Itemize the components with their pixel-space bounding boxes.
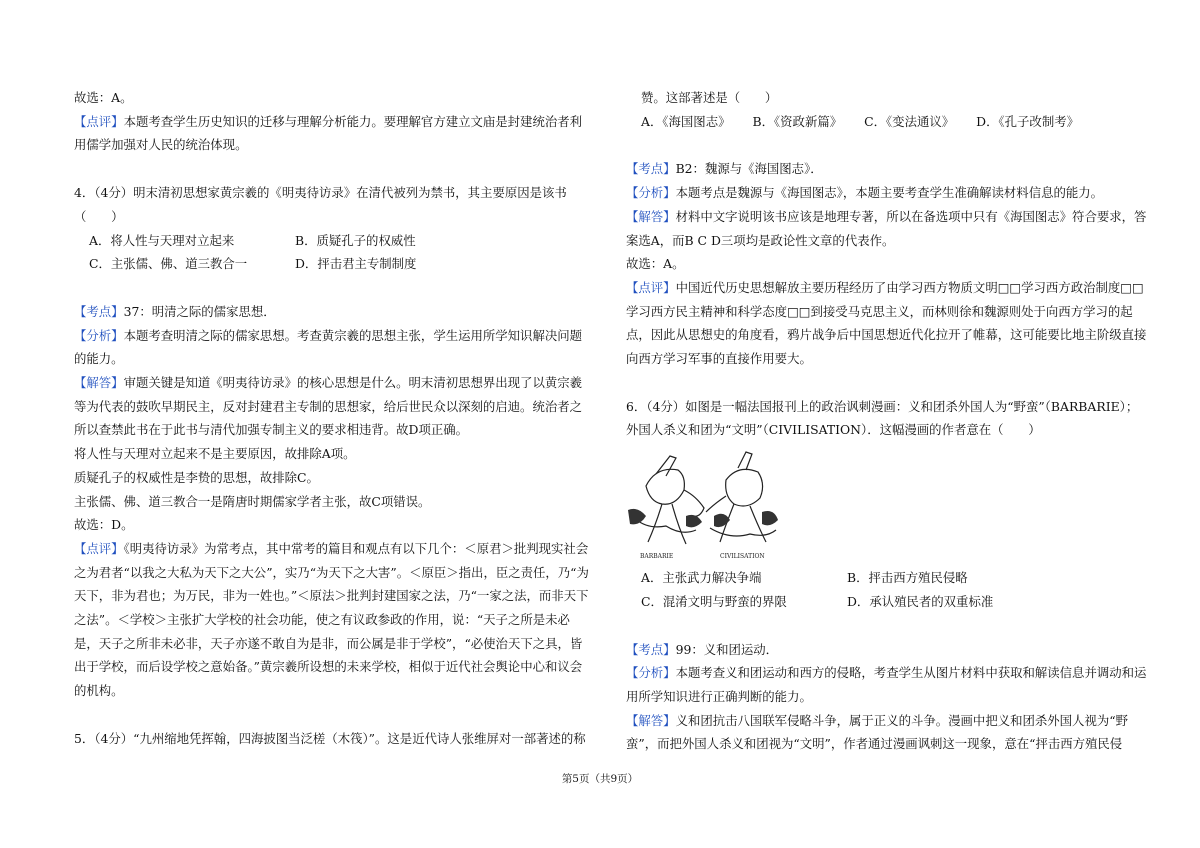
option-a: A．将人性与天理对立起来 [89, 232, 235, 248]
cartoon-caption-left: BARBARIE [640, 553, 674, 561]
option-d: D．承认殖民者的双重标准 [847, 593, 994, 609]
exclusion-a: 将人性与天理对立起来不是主要原因，故排除A项。 [74, 446, 356, 462]
analysis-text: 本题考查义和团运动和西方的侵略，考查学生从图片材料中获取和解读信息并调动和运用所学知识进行正确判断的能力。 [626, 665, 1147, 704]
analysis-text: 本题考点是魏源与《海国图志》，本题主要考查学生准确解读材料信息的能力。 [675, 185, 1104, 201]
solution-tag: 【解答】 [74, 375, 124, 391]
analysis-paragraph [626, 181, 1150, 205]
question-6-options-row-1 [626, 566, 1150, 590]
cartoon-caption-right: CIVILISATION [720, 553, 765, 561]
knowledge-text: B2：魏源与《海国图志》． [675, 161, 823, 177]
question-4-stem: 4．（4分）明末清初思想家黄宗羲的《明夷待访录》在清代被列为禁书，其主要原因是该书（ ） [74, 185, 567, 224]
comment-text: 本题考查学生历史知识的迁移与理解分析能力。要理解官方建立文庙是封建统治者利用儒学加强对人民的统治体现。 [74, 113, 583, 153]
comment-paragraph [626, 276, 1150, 371]
solution-tag: 【解答】 [626, 208, 676, 224]
comment-tag: 【点评】 [626, 279, 676, 295]
answer-line: 故选：A。 [626, 256, 685, 272]
comment-tag: 【点评】 [74, 113, 124, 129]
option-c: C．《变法通议》 [864, 113, 955, 129]
solution-tag: 【解答】 [626, 712, 676, 728]
option-d: D．《孔子改制考》 [976, 113, 1079, 129]
knowledge-tag: 【考点】 [626, 161, 676, 177]
knowledge-point [626, 638, 1150, 662]
knowledge-tag: 【考点】 [626, 641, 676, 657]
option-c: C．主张儒、佛、道三教合一 [89, 256, 248, 272]
option-b: B．质疑孔子的权威性 [295, 232, 416, 248]
solution-text: 义和团抗击八国联军侵略斗争，属于正义的斗争。漫画中把义和团杀外国人视为“野蛮”，而把外国人杀义和团视为“文明”，作者通过漫画讽刺这一现象，意在“抨击西方殖民侵 [626, 712, 1128, 752]
question-6-options-row-2 [626, 590, 1150, 614]
comment-text: 《明夷待访录》为常考点，其中常考的篇目和观点有以下几个：＜原君＞批判现实社会之为君者“以我之大私为天下之大公”，实乃“为天下之大害”。＜原臣＞指出，臣之责任，乃“为天下，非为君也；为万民，非为一姓也。”＜原法＞批判封建国家之法，乃“一家之法，而非天下之法”。＜学校＞主张扩大学校的社会功能，使之有议政参政的作用，说：“天子之所是未必是，天子之所非未必非，天子亦遂不敢自为是非，而公属是非于学校”，“必使治天下之具，皆出于学校，而后设学校之意始备。”黄宗羲所设想的未来学校，相似于近代社会舆论中心和议会的机构。 [74, 540, 589, 699]
knowledge-point [626, 157, 1150, 181]
option-b: B．《资政新篇》 [752, 113, 843, 129]
answer-line: 故选：A。 [74, 90, 133, 105]
political-cartoon-image [626, 446, 782, 564]
knowledge-text: 99：义和团运动． [675, 641, 779, 657]
analysis-paragraph [74, 324, 594, 371]
knowledge-tag: 【考点】 [74, 303, 124, 319]
comment-text: 中国近代历史思想解放主要历程经历了由学习西方物质文明□□学习西方政治制度□□学习西方民主精神和科学态度□□到接受马克思主义，而林则徐和魏源则处于向西方学习的起点，因此从思想史的角度看，鸦片战争后中国思想近代化拉开了帷幕，这可能要比地主阶级直接向西方学习军事的直接作用要大。 [626, 279, 1147, 367]
solution-paragraph [626, 709, 1150, 756]
right-column [626, 86, 1150, 756]
knowledge-point [74, 300, 594, 324]
left-column [74, 86, 594, 751]
question-5-stem-continued: 赞。这部著述是（ ） [641, 90, 778, 105]
comment-tag: 【点评】 [74, 540, 124, 556]
answer-line: 故选：D。 [74, 517, 134, 533]
analysis-tag: 【分析】 [626, 185, 676, 201]
question-5-options [626, 110, 1150, 134]
analysis-text: 本题考查明清之际的儒家思想。考查黄宗羲的思想主张，学生运用所学知识解决问题的能力。 [74, 327, 583, 367]
analysis-tag: 【分析】 [626, 665, 676, 681]
solution-paragraph [626, 205, 1150, 252]
knowledge-text: 37：明清之际的儒家思想． [123, 303, 276, 319]
option-a: A．《海国图志》 [641, 113, 731, 129]
option-b: B．抨击西方殖民侵略 [847, 570, 968, 586]
solution-text: 材料中文字说明该书应该是地理专著，所以在备选项中只有《海国图志》符合要求，答案选A，而B C D三项均是政论性文章的代表作。 [626, 208, 1147, 248]
comment-paragraph [74, 537, 594, 703]
solution-paragraph [74, 371, 594, 442]
comment-paragraph [74, 110, 594, 157]
analysis-paragraph [626, 661, 1150, 708]
exclusion-c: 主张儒、佛、道三教合一是隋唐时期儒家学者主张，故C项错误。 [74, 493, 431, 509]
solution-text: 审题关键是知道《明夷待访录》的核心思想是什么。明末清初思想界出现了以黄宗羲等为代表的鼓吹早期民主，反对封建君主专制的思想家，给后世民众以深刻的启迪。统治者之所以查禁此书在于此书与清代加强专制主义的要求相违背。故D项正确。 [74, 375, 583, 438]
option-a: A．主张武力解决争端 [641, 570, 762, 586]
option-c: C．混淆文明与野蛮的界限 [641, 593, 787, 609]
analysis-tag: 【分析】 [74, 327, 124, 343]
exclusion-b: 质疑孔子的权威性是李贽的思想，故排除C。 [74, 469, 319, 485]
option-d: D．抨击君主专制制度 [295, 256, 417, 272]
question-6-stem: 6．（4分）如图是一幅法国报刊上的政治讽刺漫画：义和团杀外国人为“野蛮”（BARBARIE）；外国人杀义和团为“文明”（CIVILISATION）．这幅漫画的作者意在（ ） [626, 398, 1139, 438]
question-5-stem: 5．（4分）“九州缩地凭挥翰，四海披图当泛槎（木筏）”。这是近代诗人张维屏对一部著述的称 [74, 730, 586, 746]
question-4-options-row-1 [74, 229, 594, 253]
page-footer: 第5页（共9页） [561, 773, 639, 785]
question-4-options-row-2 [74, 252, 594, 276]
